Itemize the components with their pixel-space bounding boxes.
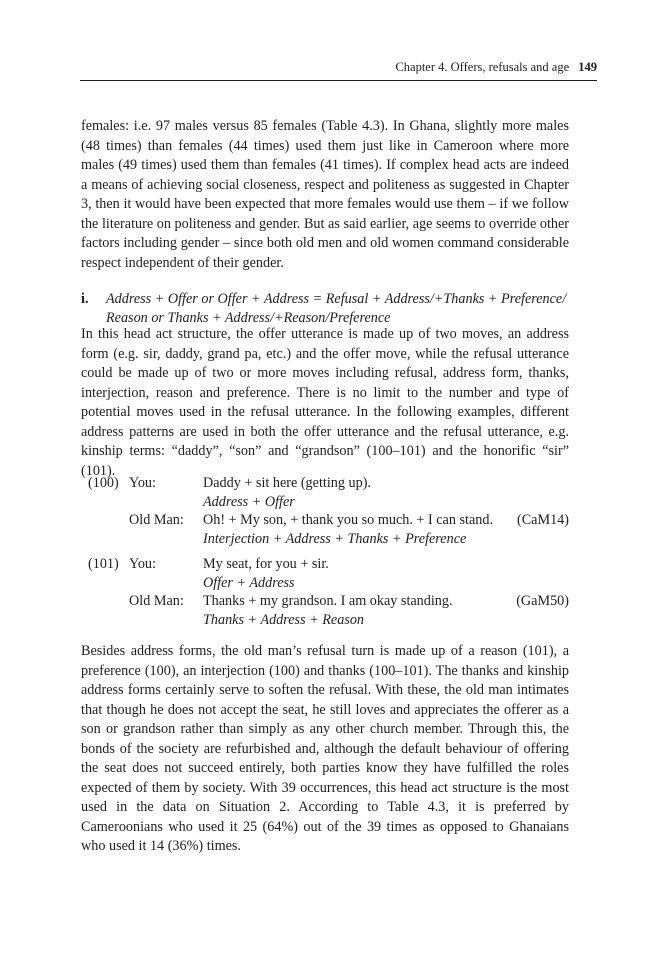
example-row — [81, 493, 569, 512]
gloss: Address + Offer — [203, 493, 295, 510]
example-row — [81, 574, 569, 593]
gloss: Thanks + Address + Reason — [203, 611, 365, 628]
chapter-title: Chapter 4. Offers, refusals and age — [395, 60, 570, 74]
utterance: My seat, for you + sir. — [203, 556, 329, 572]
gloss: Offer + Address — [203, 574, 295, 591]
speaker-label: Old Man: — [129, 512, 184, 528]
running-header — [80, 58, 597, 81]
paragraph-1 — [81, 117, 569, 273]
example-row — [81, 555, 569, 574]
utterance: Thanks + my grandson. I am okay standing. — [203, 593, 453, 609]
data-code: (GaM50) — [516, 593, 569, 609]
paragraph-3-text: Besides address forms, the old man’s refusal turn is made up of a reason (101), a preference (100), an interjection (100) and thanks (100–101). The thanks and kinship address forms certainly serve to soften the refusal. With these, the old man intimates that though he does not accept the seat, he still loves and appreciates the offerer as a son or grandson rather than simply as any other church member. Through this, the bonds of the society are refurbished and, although the default behaviour of offering the seat does not succeed entirely, both parties know they have fulfilled the roles expected of them by society. With 39 occurrences, this head act structure is the most used in the data on Situation 2. According to Table 4.3, it is preferred by Cameroonians who used it 25 (64%) out of the 39 times as opposed to Ghanaians who used it 14 (36%) times. — [81, 643, 569, 854]
heading-number: i. — [81, 291, 89, 307]
heading-line-1: Address + Offer or Offer + Address = Refusal + Address/+Thanks + Preference/ — [106, 291, 567, 307]
example-row — [81, 511, 569, 530]
utterance: Oh! + My son, + thank you so much. + I can stand. — [203, 512, 493, 528]
data-code: (CaM14) — [516, 512, 569, 528]
speaker-label: Old Man: — [129, 593, 184, 609]
example-row — [81, 530, 569, 549]
speaker-label: You: — [129, 475, 156, 491]
paragraph-2-text: In this head act structure, the offer utterance is made up of two moves, an address form (e.g. sir, daddy, grand pa, etc.) and the offer move, while the refusal utterance could be made up of two or more moves including refusal, address form, thanks, interjection, reason and preference. There is no limit to the number and type of potential moves used in the refusal utterance. In the following examples, different address patterns are used in both the offer utterance and the refusal utterance, e.g. kinship terms: “daddy”, “son” and “grandson” (100–101) and the honorific “sir” (101). — [81, 326, 569, 479]
speaker-label: You: — [129, 556, 156, 572]
example-number: (100) — [88, 475, 119, 491]
example-row — [81, 474, 569, 493]
paragraph-2 — [81, 325, 569, 481]
paragraph-1-text: females: i.e. 97 males versus 85 females (Table 4.3). In Ghana, slightly more males (48 times) than females (44 times) used them just like in Cameroon where more males (49 times) used them than females (41 times). If complex head acts are indeed a means of achieving social closeness, respect and politeness as suggested in Chapter 3, then it would have been expected that more females would use them – if we follow the literature on politeness and gender. But as said earlier, age seems to override other factors including gender – since both old men and old women command considerable respect independent of their gender. — [81, 118, 569, 271]
example-100 — [81, 474, 569, 548]
example-row — [81, 592, 569, 611]
example-101 — [81, 555, 569, 629]
paragraph-3 — [81, 642, 569, 857]
example-number: (101) — [88, 556, 119, 572]
utterance: Daddy + sit here (getting up). — [203, 475, 371, 491]
gloss: Interjection + Address + Thanks + Preference — [203, 530, 467, 547]
heading-line-2: Reason or Thanks + Address/+Reason/Preference — [106, 309, 391, 326]
page-number: 149 — [578, 60, 597, 74]
example-row — [81, 611, 569, 630]
